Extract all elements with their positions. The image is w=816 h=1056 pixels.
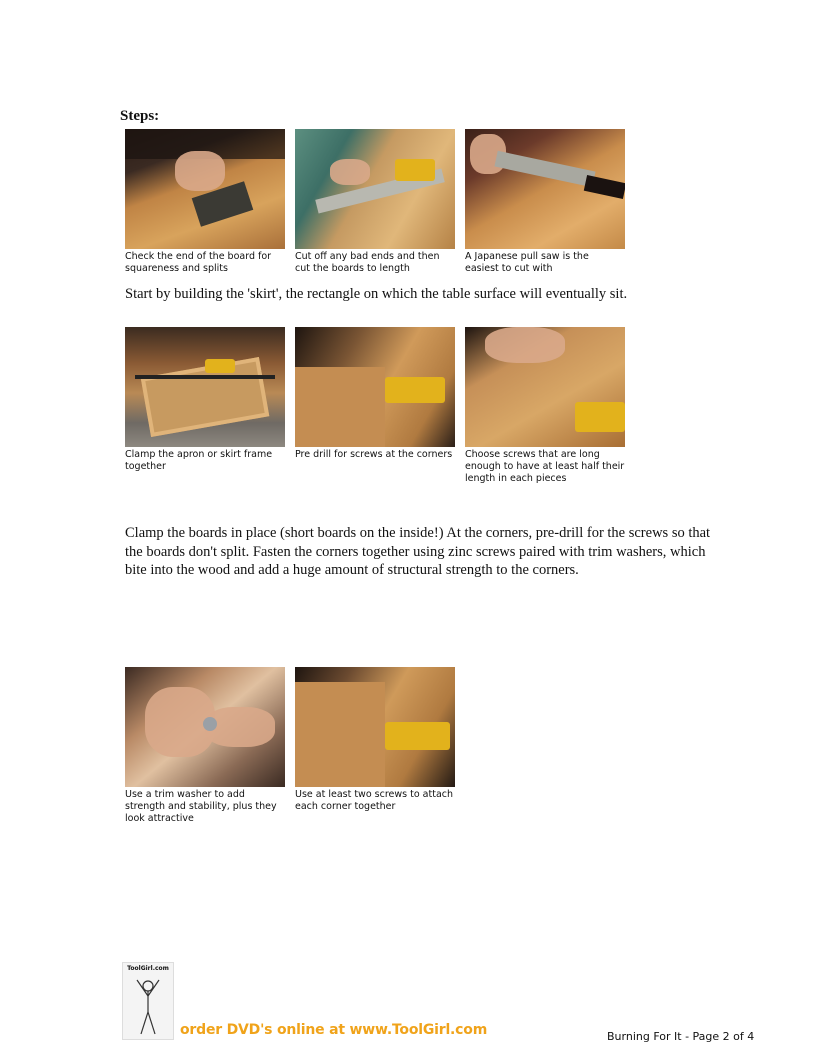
step-card	[125, 667, 285, 825]
step-card	[295, 667, 455, 825]
step-photo-two-screws	[295, 667, 455, 787]
order-dvd-link[interactable]: order DVD's online at www.ToolGirl.com	[180, 1022, 488, 1038]
step-caption: Cut off any bad ends and then cut the boards to length	[295, 251, 440, 274]
step-card	[125, 327, 285, 485]
step-photo-pre-drill	[295, 327, 455, 447]
step-photo-clamp-frame	[125, 327, 285, 447]
step-card	[125, 129, 285, 275]
paragraph-clamp: Clamp the boards in place (short boards on the inside!) At the corners, pre-drill for the screws so that the boards don't split. Fasten the corners together using zinc screws paired with trim washers, which bite into the wood and add a huge amount of structural strength to the corners.	[125, 525, 711, 578]
toolgirl-figure-icon	[123, 972, 173, 1038]
step-card	[295, 327, 455, 485]
step-caption: Check the end of the board for squareness and splits	[125, 251, 272, 274]
toolgirl-logo	[122, 962, 174, 1040]
step-card	[465, 129, 625, 275]
paragraph-skirt: Start by building the 'skirt', the rectangle on which the table surface will eventually sit.	[125, 286, 628, 302]
step-photo-pull-saw	[465, 129, 625, 249]
step-caption: Use at least two screws to attach each corner together	[295, 789, 454, 812]
logo-label: ToolGirl.com	[127, 965, 169, 972]
steps-heading: Steps:	[120, 108, 160, 124]
step-card	[295, 129, 455, 275]
photo-row-1	[125, 129, 625, 275]
photo-row-2	[125, 327, 625, 485]
step-card	[465, 327, 625, 485]
step-photo-trim-washer	[125, 667, 285, 787]
step-photo-check-board	[125, 129, 285, 249]
step-caption: Choose screws that are long enough to have at least half their length in each pieces	[465, 449, 625, 484]
step-caption: Clamp the apron or skirt frame together	[125, 449, 273, 472]
page-number: Burning For It - Page 2 of 4	[607, 1030, 755, 1043]
step-caption: Pre drill for screws at the corners	[295, 449, 453, 460]
step-caption: Use a trim washer to add strength and stability, plus they look attractive	[125, 789, 277, 824]
step-photo-cut-boards	[295, 129, 455, 249]
photo-row-3	[125, 667, 455, 825]
step-photo-choose-screws	[465, 327, 625, 447]
step-caption: A Japanese pull saw is the easiest to cut with	[465, 251, 589, 274]
